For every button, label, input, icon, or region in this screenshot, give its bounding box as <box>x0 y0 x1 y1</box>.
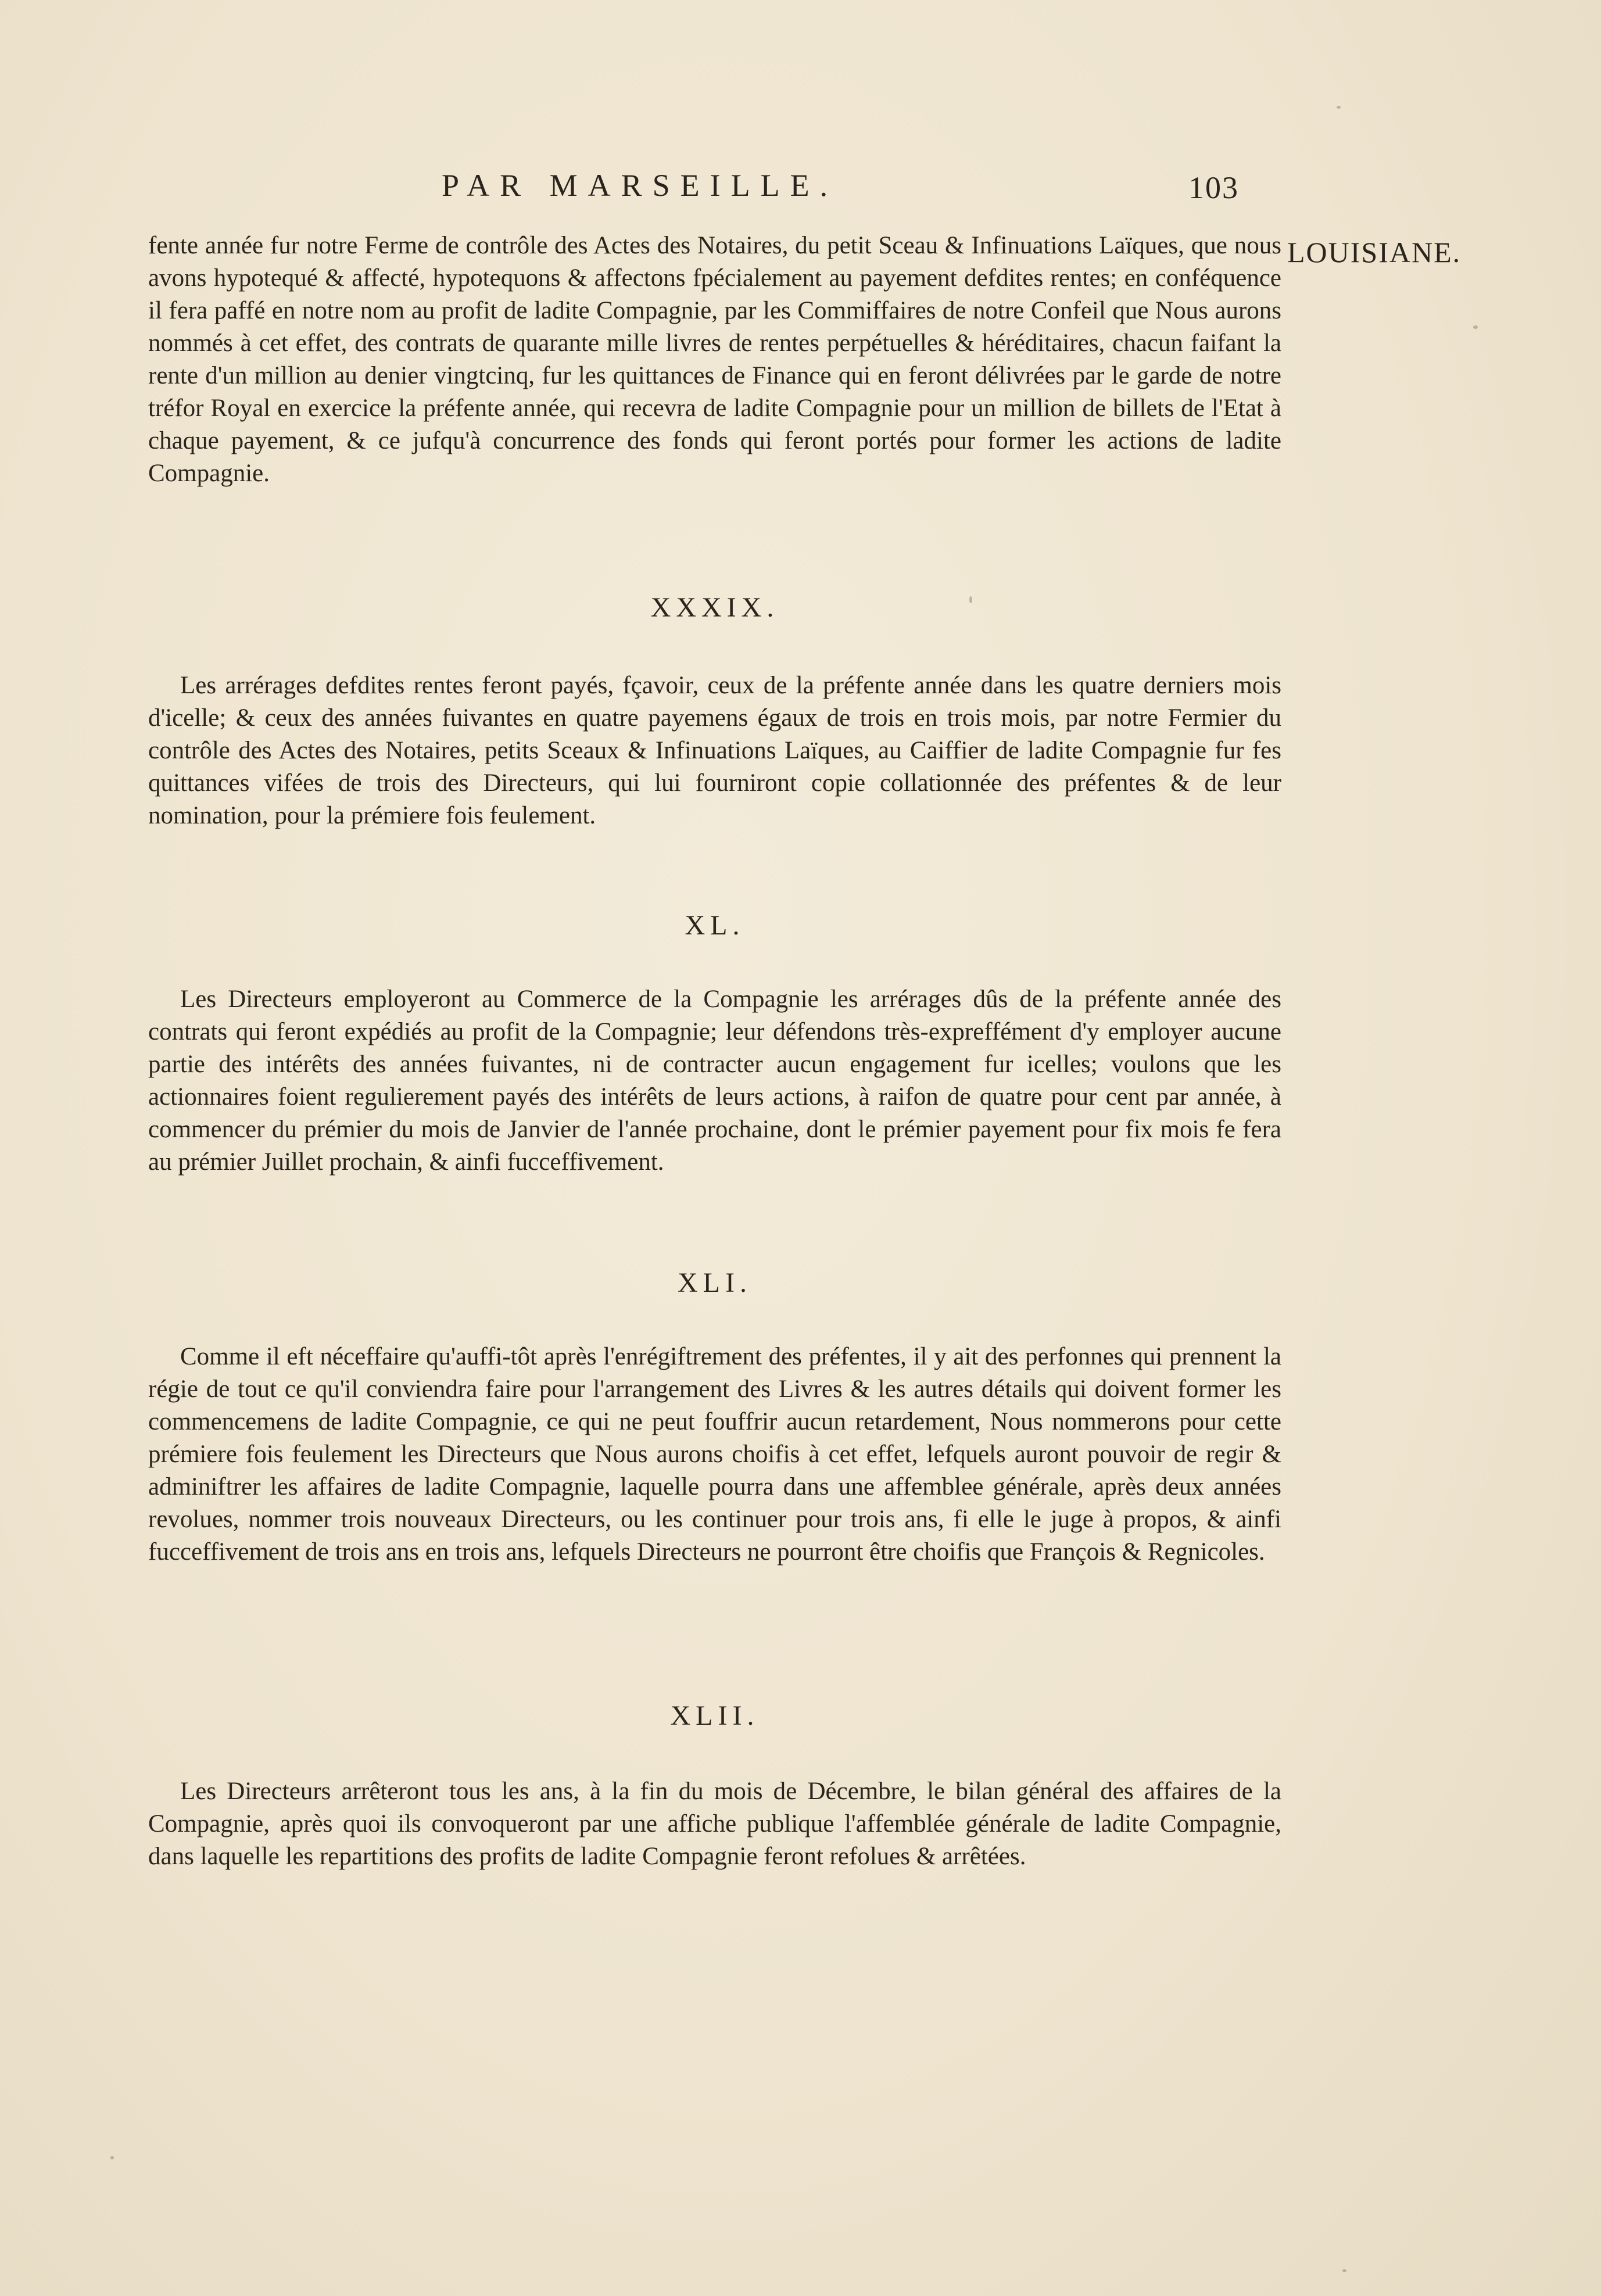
article-xli <box>148 1341 1281 1568</box>
article-heading-xl: XL. <box>685 910 745 941</box>
article-continuation <box>148 230 1281 490</box>
paper-speck <box>1473 325 1478 329</box>
paragraph-text: fente année fur notre Ferme de contrôle des Actes des Notaires, du petit Sceau & Infinuations Laïques, que nous avons hypotequé & affecté, hypotequons & affectons fpécialement au payement defdites rentes; en conféquence il fera paffé en notre nom au profit de ladite Compagnie, par les Commiffaires de notre Confeil que Nous aurons nommés à cet effet, des contrats de quarante mille livres de rentes perpétuelles & héréditaires, chacun faifant la rente d'un million au denier vingtcinq, fur les quittances de Finance qui en feront délivrées par le garde de notre tréfor Royal en exercice la préfente année, qui recevra de ladite Compagnie pour un million de billets de l'Etat à chaque payement, & ce jufqu'à concurrence des fonds qui feront portés pour former les actions de ladite Compagnie. <box>148 232 1281 487</box>
paragraph-text: Les Directeurs employeront au Commerce de la Compagnie les arrérages dûs de la préfente année des contrats qui feront expédiés au profit de la Compagnie; leur défendons très-expreffément d'y employer aucune partie des intérêts des années fuivantes, ni de contracter aucun engagement fur icelles; voulons que les actionnaires foient regulierement payés des intérêts de leurs actions, à raifon de quatre pour cent par année, à commencer du prémier du mois de Janvier de l'année prochaine, dont le prémier payement pour fix mois fe fera au prémier Juillet prochain, & ainfi fucceffivement. <box>148 986 1281 1176</box>
running-title: PAR MARSEILLE. <box>442 168 839 203</box>
article-heading-xxxix: XXXIX. <box>650 592 779 623</box>
page-number: 103 <box>1188 170 1239 205</box>
article-heading-xlii: XLII. <box>670 1700 760 1731</box>
article-xl <box>148 983 1281 1179</box>
paper-speck <box>1342 2269 1346 2272</box>
paper-speck <box>110 2156 114 2159</box>
article-xxxix <box>148 669 1281 832</box>
article-xlii <box>148 1775 1281 1873</box>
paper-speck <box>969 596 972 603</box>
article-heading-xli: XLI. <box>678 1267 752 1298</box>
paragraph-text: Les Directeurs arrêteront tous les ans, à la fin du mois de Décembre, le bilan général des affaires de la Compagnie, après quoi ils convoqueront par une affiche publique l'affemblée générale de ladite Compagnie, dans laquelle les repartitions des profits de ladite Compagnie feront refolues & arrêtées. <box>148 1778 1281 1870</box>
paragraph-text: Les arrérages defdites rentes feront payés, fçavoir, ceux de la préfente année dans les quatre derniers mois d'icelle; & ceux des années fuivantes en quatre payemens égaux de trois en trois mois, par notre Fermier du contrôle des Actes des Notaires, petits Sceaux & Infinuations Laïques, au Caiffier de ladite Compagnie fur fes quittances vifées de trois des Directeurs, qui lui fourniront copie collationnée des préfentes & de leur nomination, pour la prémiere fois feulement. <box>148 672 1281 829</box>
paragraph-text: Comme il eft néceffaire qu'auffi-tôt après l'enrégiftrement des préfentes, il y ait des perfonnes qui prennent la régie de tout ce qu'il conviendra faire pour l'arrangement des Livres & les autres détails qui doivent former les commencemens de ladite Compagnie, ce qui ne peut fouffrir aucun retardement, Nous nommerons pour cette prémiere fois feulement les Directeurs que Nous aurons choifis à cet effet, lefquels auront pouvoir de regir & adminiftrer les affaires de ladite Compagnie, laquelle pourra dans une affemblee générale, après deux années revolues, nommer trois nouveaux Directeurs, ou les continuer pour trois ans, fi elle le juge à propos, & ainfi fucceffivement de trois ans en trois ans, lefquels Directeurs ne pourront être choifis que François & Regnicoles. <box>148 1343 1281 1566</box>
paper-speck <box>1337 106 1341 109</box>
margin-note: LOUISIANE. <box>1287 236 1462 268</box>
